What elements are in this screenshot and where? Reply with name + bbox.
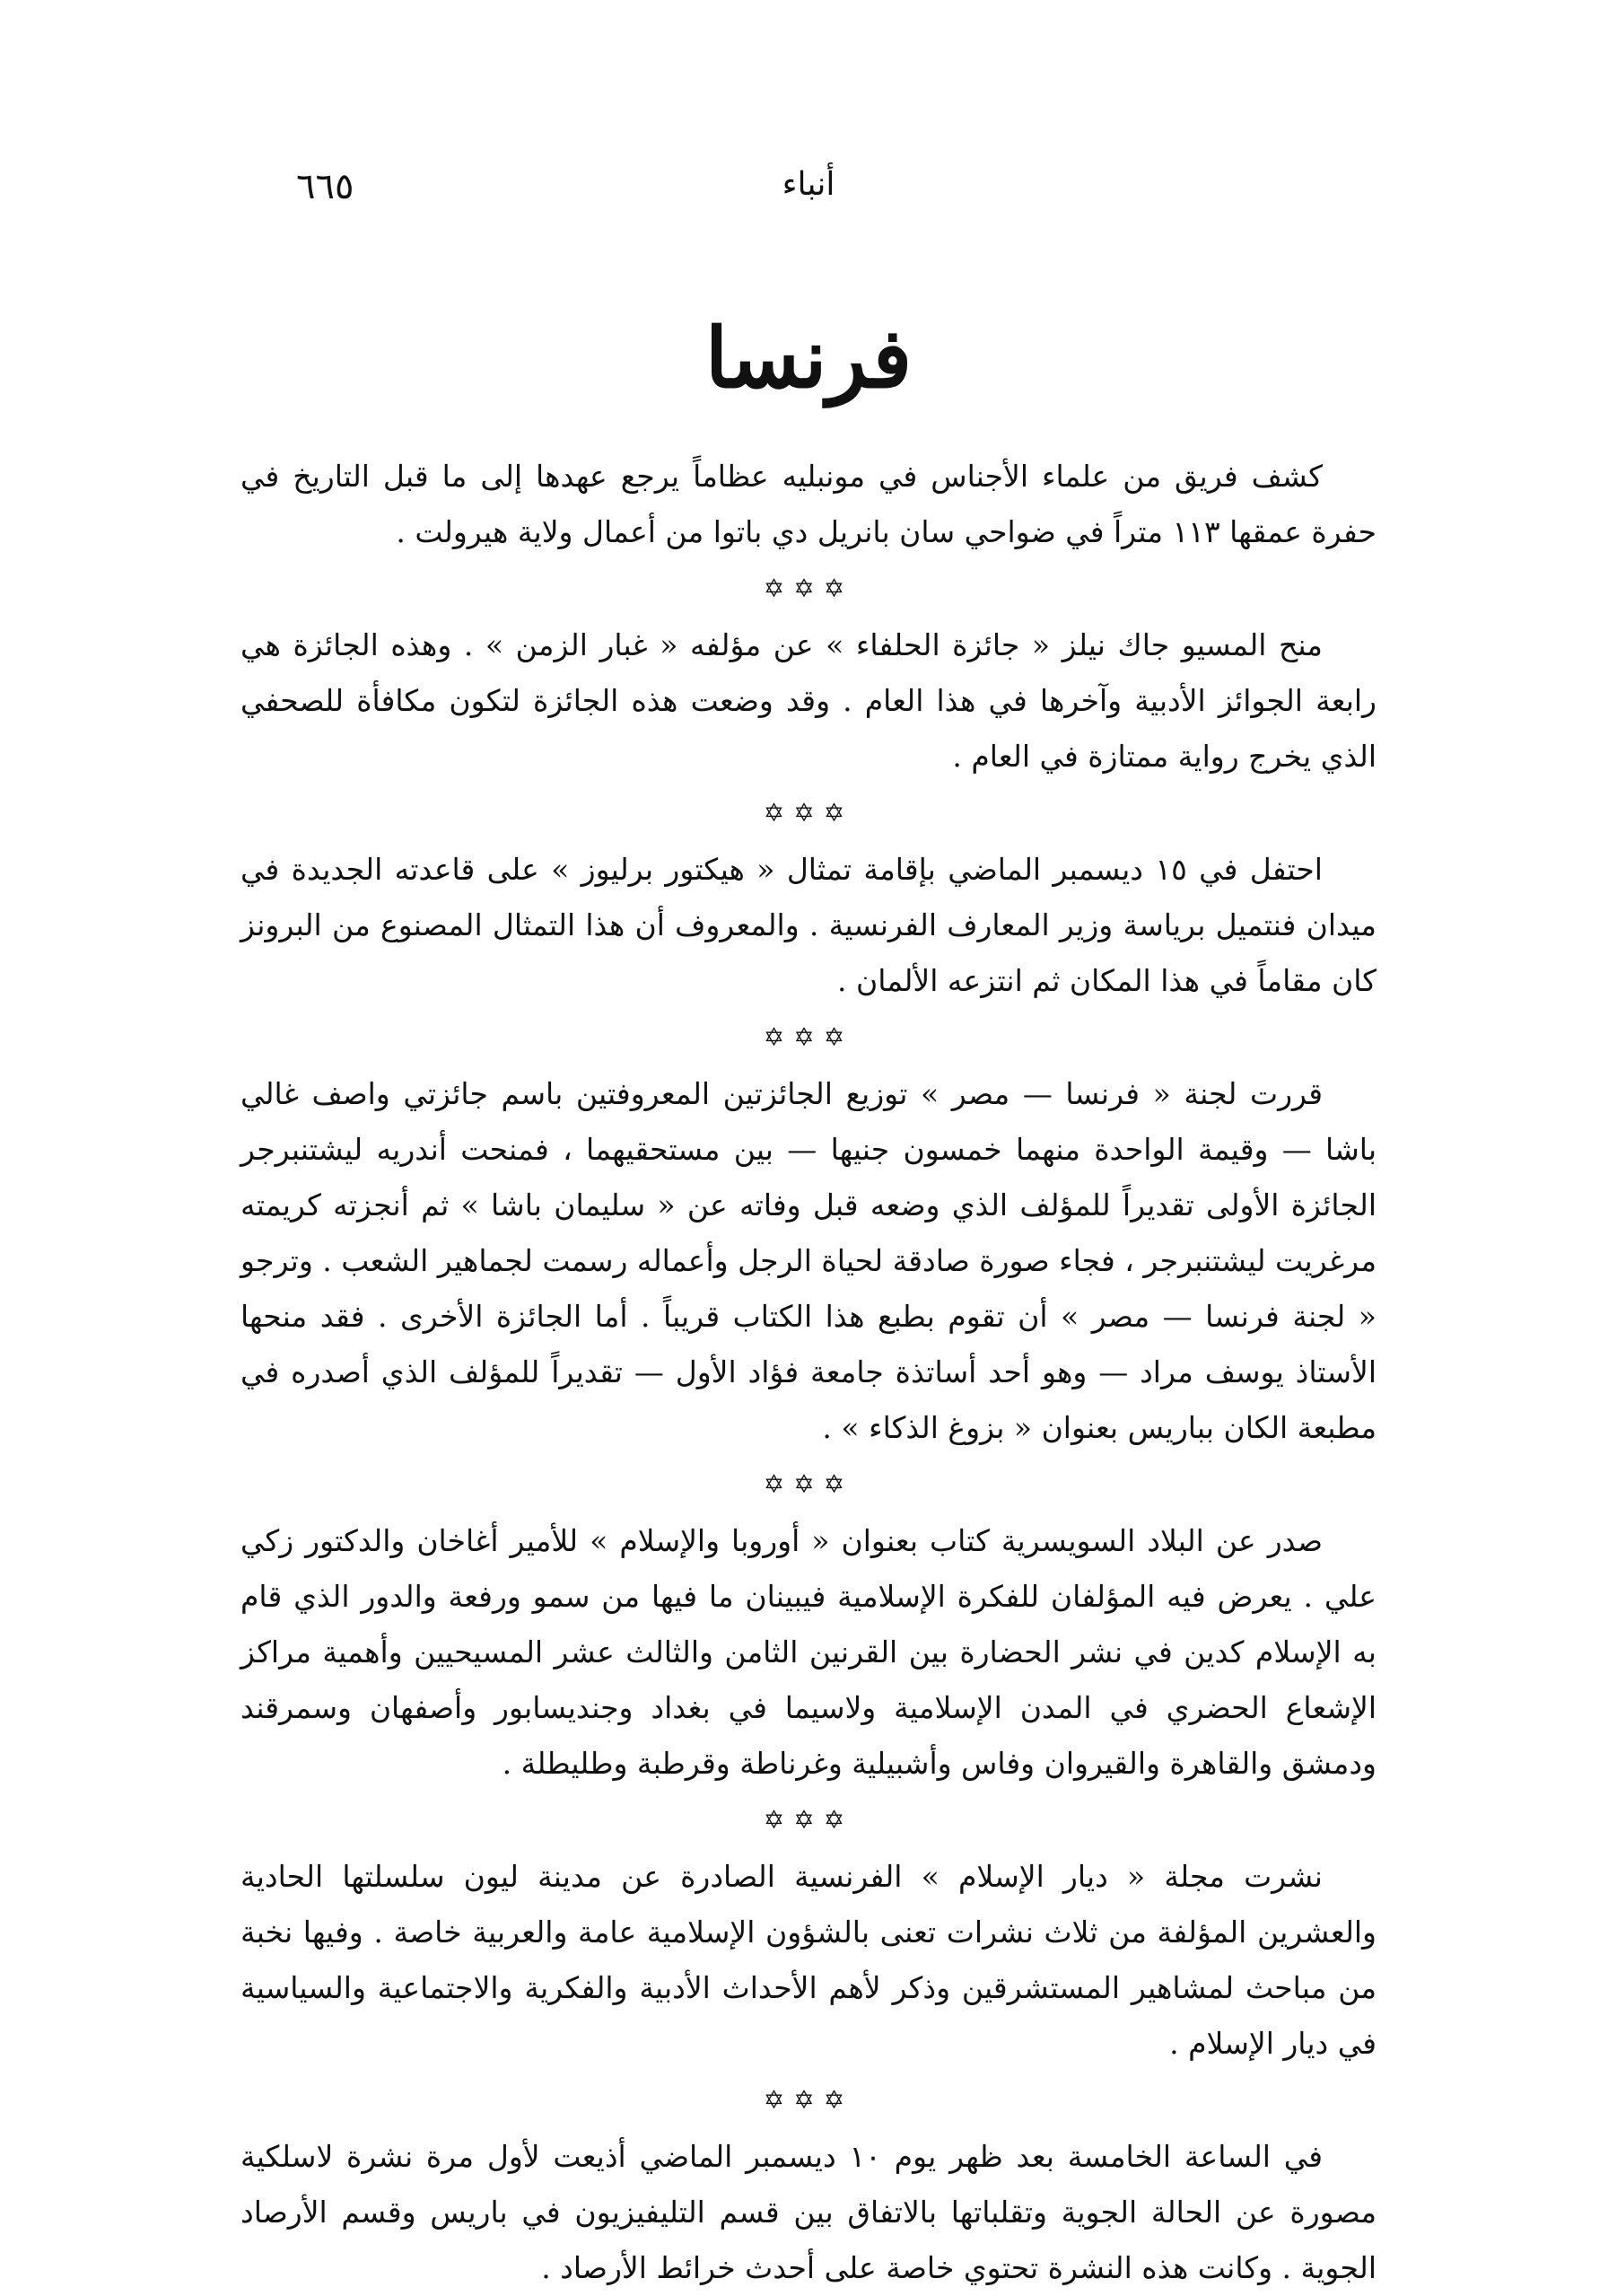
star-separator-icon: ✡✡✡ xyxy=(763,2085,854,2115)
news-item-3: احتفل في ١٥ ديسمبر الماضي بإقامة تمثال « هيكتور برليوز » على قاعدته الجديدة في ميدان فنتميل برياسة وزير المعارف الفرنسية . والمعروف أن هذا التمثال المصنوع من البرونز كان مقاماً في هذا المكان ثم انتزعه الألمان . xyxy=(240,852,1377,998)
article-body xyxy=(240,449,1377,2296)
page-header xyxy=(296,166,1321,220)
star-separator-icon: ✡✡✡ xyxy=(763,574,854,603)
star-separator-icon: ✡✡✡ xyxy=(763,1469,854,1499)
news-item-1: كشف فريق من علماء الأجناس في مونبليه عظاماً يرجع عهدها إلى ما قبل التاريخ في حفرة عمقها ١١٣ متراً في ضواحي سان بانريل دي باتوا من أعمال ولاية هيرولت . xyxy=(240,459,1377,549)
news-item-4: قررت لجنة « فرنسا — مصر » توزيع الجائزتين المعروفتين باسم جائزتي واصف غالي باشا — وقيمة الواحدة منهما خمسون جنيها — بين مستحقيهما ، فمنحت أندريه ليشتنبرجر الجائزة الأولى تقديراً للمؤلف الذي وضعه قبل وفاته عن « سليمان باشا » ثم أنجزته كريمته مرغريت ليشتنبرجر ، فجاء صورة صادقة لحياة الرجل وأعماله رسمت لجماهير الشعب . وترجو « لجنة فرنسا — مصر » أن تقوم بطبع هذا الكتاب قريباً . أما الجائزة الأخرى . فقد منحها الأستاذ يوسف مراد — وهو أحد أساتذة جامعة فؤاد الأول — تقديراً للمؤلف الذي أصدره في مطبعة الكان بباريس بعنوان « بزوغ الذكاء » . xyxy=(240,1076,1377,1445)
news-item-7: في الساعة الخامسة بعد ظهر يوم ١٠ ديسمبر الماضي أذيعت لأول مرة نشرة لاسلكية مصورة عن الحالة الجوية وتقلباتها بالاتفاق بين قسم التليفيزيون في باريس وقسم الأرصاد الجوية . وكانت هذه النشرة تحتوي خاصة على أحدث خرائط الأرصاد . xyxy=(240,2139,1377,2285)
news-item-6: نشرت مجلة « ديار الإسلام » الفرنسية الصادرة عن مدينة ليون سلسلتها الحادية والعشرين المؤلفة من ثلاث نشرات تعنى بالشؤون الإسلامية عامة والعربية خاصة . وفيها نخبة من مباحث لمشاهير المستشرقين وذكر لأهم الأحداث الأدبية والفكرية والاجتماعية والسياسية في ديار الإسلام . xyxy=(240,1859,1377,2061)
star-separator-icon: ✡✡✡ xyxy=(763,1022,854,1052)
news-item-2: منح المسيو جاك نيلز « جائزة الحلفاء » عن مؤلفه « غبار الزمن » . وهذه الجائزة هي رابعة الجوائز الأدبية وآخرها في هذا العام . وقد وضعت هذه الجائزة لتكون مكافأة للصحفي الذي يخرج رواية ممتازة في العام . xyxy=(240,627,1377,774)
star-separator-icon: ✡✡✡ xyxy=(763,798,854,828)
page-number: ٦٦٥ xyxy=(296,166,354,207)
running-head: أنباء xyxy=(782,166,835,203)
page-title: فرنسا xyxy=(704,310,913,407)
news-item-5: صدر عن البلاد السويسرية كتاب بعنوان « أوروبا والإسلام » للأمير أغاخان والدكتور زكي علي . يعرض فيه المؤلفان للفكرة الإسلامية فيبينان ما فيها من سمو ورفعة والدور الذي قام به الإسلام كدين في نشر الحضارة بين القرنين الثامن والثالث عشر المسيحيين وأهمية مراكز الإشعاع الحضري في المدن الإسلامية ولاسيما في بغداد وجنديسابور وأصفهان وسمرقند ودمشق والقاهرة والقيروان وفاس وأشبيلية وغرناطة وقرطبة وطليطلة . xyxy=(240,1523,1377,1781)
star-separator-icon: ✡✡✡ xyxy=(763,1805,854,1835)
